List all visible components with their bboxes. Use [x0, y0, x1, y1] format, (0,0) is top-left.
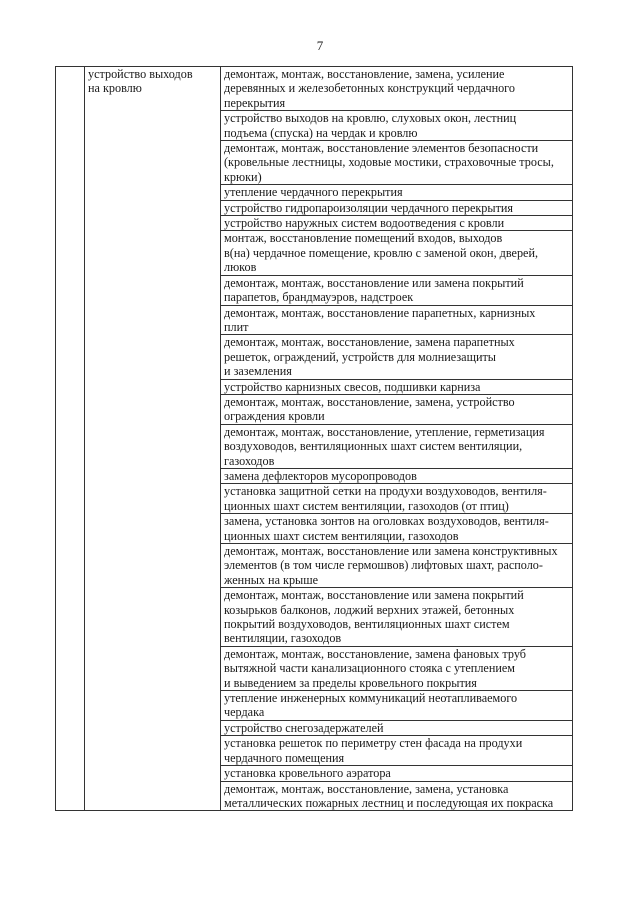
work-item-cell: устройство карнизных свесов, подшивки карниза: [221, 379, 573, 394]
section-label-cell: устройство выходов на кровлю: [85, 67, 221, 811]
work-item-cell: установка защитной сетки на продухи воздуховодов, вентиля- ционных шахт систем вентиляции, газоходов (от птиц): [221, 484, 573, 514]
work-item-cell: демонтаж, монтаж, восстановление элементов безопасности (кровельные лестницы, ходовые мостики, страховочные тросы, крюки): [221, 141, 573, 185]
row-number-cell: [56, 67, 85, 811]
work-item-cell: устройство снегозадержателей: [221, 720, 573, 735]
work-item-cell: демонтаж, монтаж, восстановление или замена покрытий парапетов, брандмауэров, надстроек: [221, 275, 573, 305]
work-item-cell: устройство гидропароизоляции чердачного перекрытия: [221, 200, 573, 215]
work-item-cell: демонтаж, монтаж, восстановление, утепление, герметизация воздуховодов, вентиляционных шахт систем вентиляции, газоходов: [221, 424, 573, 468]
work-item-cell: демонтаж, монтаж, восстановление, замена фановых труб вытяжной части канализационного стояка с утеплением и выведением за пределы кровельного покрытия: [221, 646, 573, 690]
work-item-cell: демонтаж, монтаж, восстановление или замена покрытий козырьков балконов, лоджий верхних этажей, бетонных покрытий воздуховодов, вентиляционных шахт систем вентиляции, газоходов: [221, 588, 573, 647]
work-item-cell: демонтаж, монтаж, восстановление или замена конструктивных элементов (в том числе гермошвов) лифтовых шахт, располо- женных на крыше: [221, 544, 573, 588]
work-item-cell: установка кровельного аэратора: [221, 766, 573, 781]
work-item-cell: утепление инженерных коммуникаций неотапливаемого чердака: [221, 691, 573, 721]
work-item-cell: демонтаж, монтаж, восстановление, замена, установка металлических пожарных лестниц и последующая их покраска: [221, 781, 573, 811]
page-number: 7: [316, 38, 324, 53]
work-item-cell: демонтаж, монтаж, восстановление парапетных, карнизных плит: [221, 305, 573, 335]
work-item-cell: утепление чердачного перекрытия: [221, 185, 573, 200]
works-table-body: [56, 67, 573, 811]
work-item-cell: монтаж, восстановление помещений входов, выходов в(на) чердачное помещение, кровлю с заменой окон, дверей, люков: [221, 231, 573, 275]
works-table: [55, 66, 573, 811]
work-item-cell: демонтаж, монтаж, восстановление, замена, устройство ограждения кровли: [221, 394, 573, 424]
work-item-cell: установка решеток по периметру стен фасада на продухи чердачного помещения: [221, 736, 573, 766]
work-item-cell: устройство выходов на кровлю, слуховых окон, лестниц подъема (спуска) на чердак и кровлю: [221, 111, 573, 141]
work-item-cell: демонтаж, монтаж, восстановление, замена парапетных решеток, ограждений, устройств для молниезащиты и заземления: [221, 335, 573, 379]
work-item-cell: устройство наружных систем водоотведения с кровли: [221, 216, 573, 231]
work-item-cell: демонтаж, монтаж, восстановление, замена, усиление деревянных и железобетонных конструкций чердачного перекрытия: [221, 67, 573, 111]
table-row: [56, 67, 573, 111]
work-item-cell: замена, установка зонтов на оголовках воздуховодов, вентиля- ционных шахт систем вентиляции, газоходов: [221, 514, 573, 544]
work-item-cell: замена дефлекторов мусоропроводов: [221, 468, 573, 483]
